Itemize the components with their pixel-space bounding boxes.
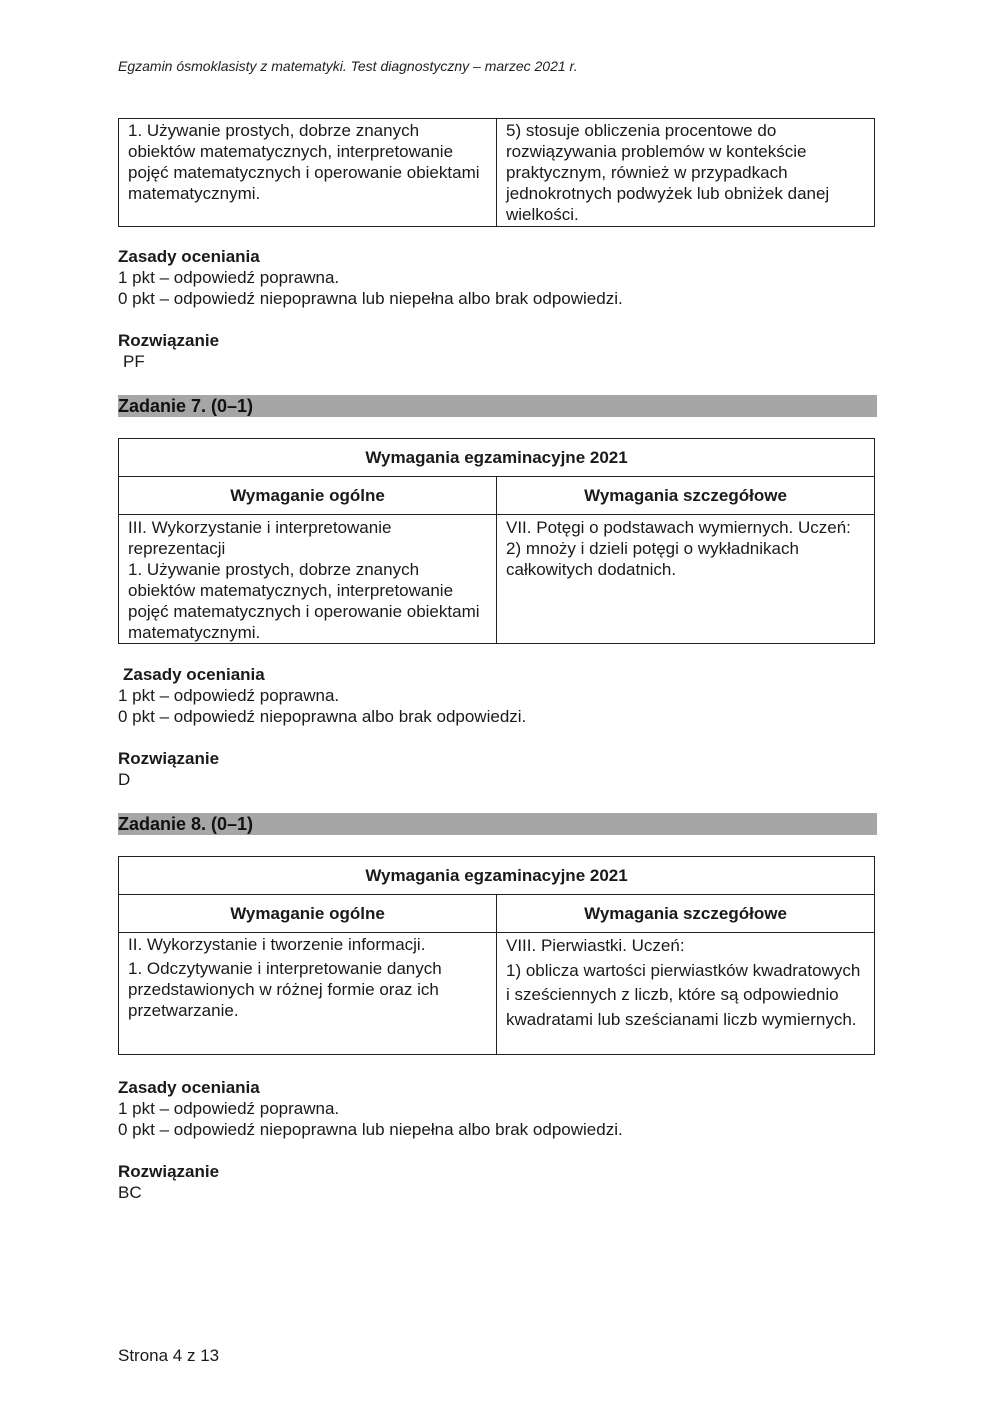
solution-answer: PF — [123, 352, 145, 371]
task6-requirements-table — [118, 118, 875, 227]
scoring-line: 0 pkt – odpowiedź niepoprawna lub niepełna albo brak odpowiedzi. — [118, 1120, 623, 1139]
scoring-heading: Zasady oceniania — [118, 1078, 260, 1097]
scoring-line: 0 pkt – odpowiedź niepoprawna albo brak odpowiedzi. — [118, 707, 527, 726]
table-header-row — [119, 477, 875, 515]
running-header: Egzamin ósmoklasisty z matematyki. Test diagnostyczny – marzec 2021 r. — [118, 58, 578, 74]
task8-solution — [118, 1161, 219, 1203]
page-number: Strona 4 z 13 — [118, 1346, 220, 1365]
general-requirement-cell — [119, 933, 497, 1055]
scoring-line: 1 pkt – odpowiedź poprawna. — [118, 268, 340, 287]
detailed-requirement-text: VIII. Pierwiastki. Uczeń: — [506, 936, 685, 955]
column-header-general: Wymaganie ogólne — [119, 477, 497, 515]
table-title-row — [119, 439, 875, 477]
general-requirement-text: 1. Używanie prostych, dobrze znanych obiektów matematycznych, interpretowanie pojęć matematycznych i operowanie obiektami matematycznymi. — [128, 560, 480, 642]
general-requirement-cell — [119, 515, 497, 644]
general-requirement-text: III. Wykorzystanie i interpretowanie reprezentacji — [128, 518, 392, 558]
detailed-requirement-cell — [497, 515, 875, 644]
detailed-requirement-text: VII. Potęgi o podstawach wymiernych. Uczeń: — [506, 518, 851, 537]
column-header-general: Wymaganie ogólne — [119, 895, 497, 933]
detailed-requirement-cell — [497, 933, 875, 1055]
scoring-heading: Zasady oceniania — [118, 247, 260, 266]
general-requirement-text: II. Wykorzystanie i tworzenie informacji. — [128, 935, 426, 954]
general-requirement-text: 1. Używanie prostych, dobrze znanych obiektów matematycznych, interpretowanie pojęć matematycznych i operowanie obiektami matematycznymi. — [128, 121, 480, 203]
task6-solution — [118, 330, 219, 372]
scoring-heading: Zasady oceniania — [123, 665, 265, 684]
table-title-row — [119, 857, 875, 895]
task7-requirements-table — [118, 438, 875, 644]
general-requirement-cell — [119, 119, 497, 227]
scoring-line: 1 pkt – odpowiedź poprawna. — [118, 686, 340, 705]
table-title: Wymagania egzaminacyjne 2021 — [119, 857, 875, 895]
table-title: Wymagania egzaminacyjne 2021 — [119, 439, 875, 477]
general-requirement-text: 1. Odczytywanie i interpretowanie danych przedstawionych w różnej formie oraz ich przetwarzanie. — [128, 959, 442, 1020]
task8-requirements-table — [118, 856, 875, 1055]
solution-heading: Rozwiązanie — [118, 1162, 220, 1181]
table-row — [119, 119, 875, 227]
solution-heading: Rozwiązanie — [118, 331, 220, 350]
task8-scoring — [118, 1077, 623, 1140]
task6-scoring — [118, 246, 623, 309]
scoring-line: 0 pkt – odpowiedź niepoprawna lub niepełna albo brak odpowiedzi. — [118, 289, 623, 308]
task7-title-bar: Zadanie 7. (0–1) — [118, 395, 877, 417]
detailed-requirement-text: 5) stosuje obliczenia procentowe do rozwiązywania problemów w kontekście praktycznym, również w przypadkach jednokrotnych podwyżek lub obniżek danej wielkości. — [506, 121, 830, 224]
task8-title-bar: Zadanie 8. (0–1) — [118, 813, 877, 835]
table-row — [119, 515, 875, 644]
column-header-detail: Wymagania szczegółowe — [497, 477, 875, 515]
table-row — [119, 933, 875, 1055]
table-header-row — [119, 895, 875, 933]
detailed-requirement-text: 2) mnoży i dzieli potęgi o wykładnikach całkowitych dodatnich. — [506, 539, 799, 579]
column-header-detail: Wymagania szczegółowe — [497, 895, 875, 933]
solution-heading: Rozwiązanie — [118, 749, 220, 768]
detailed-requirement-text: 1) oblicza wartości pierwiastków kwadratowych i sześciennych z liczb, które są odpowiednio kwadratami lub sześcianami liczb wymiernych. — [506, 960, 861, 1029]
scoring-line: 1 pkt – odpowiedź poprawna. — [118, 1099, 340, 1118]
task7-scoring — [118, 664, 526, 727]
solution-answer: BC — [118, 1183, 142, 1202]
detailed-requirement-cell — [497, 119, 875, 227]
solution-answer: D — [118, 770, 131, 789]
task7-solution — [118, 748, 219, 790]
